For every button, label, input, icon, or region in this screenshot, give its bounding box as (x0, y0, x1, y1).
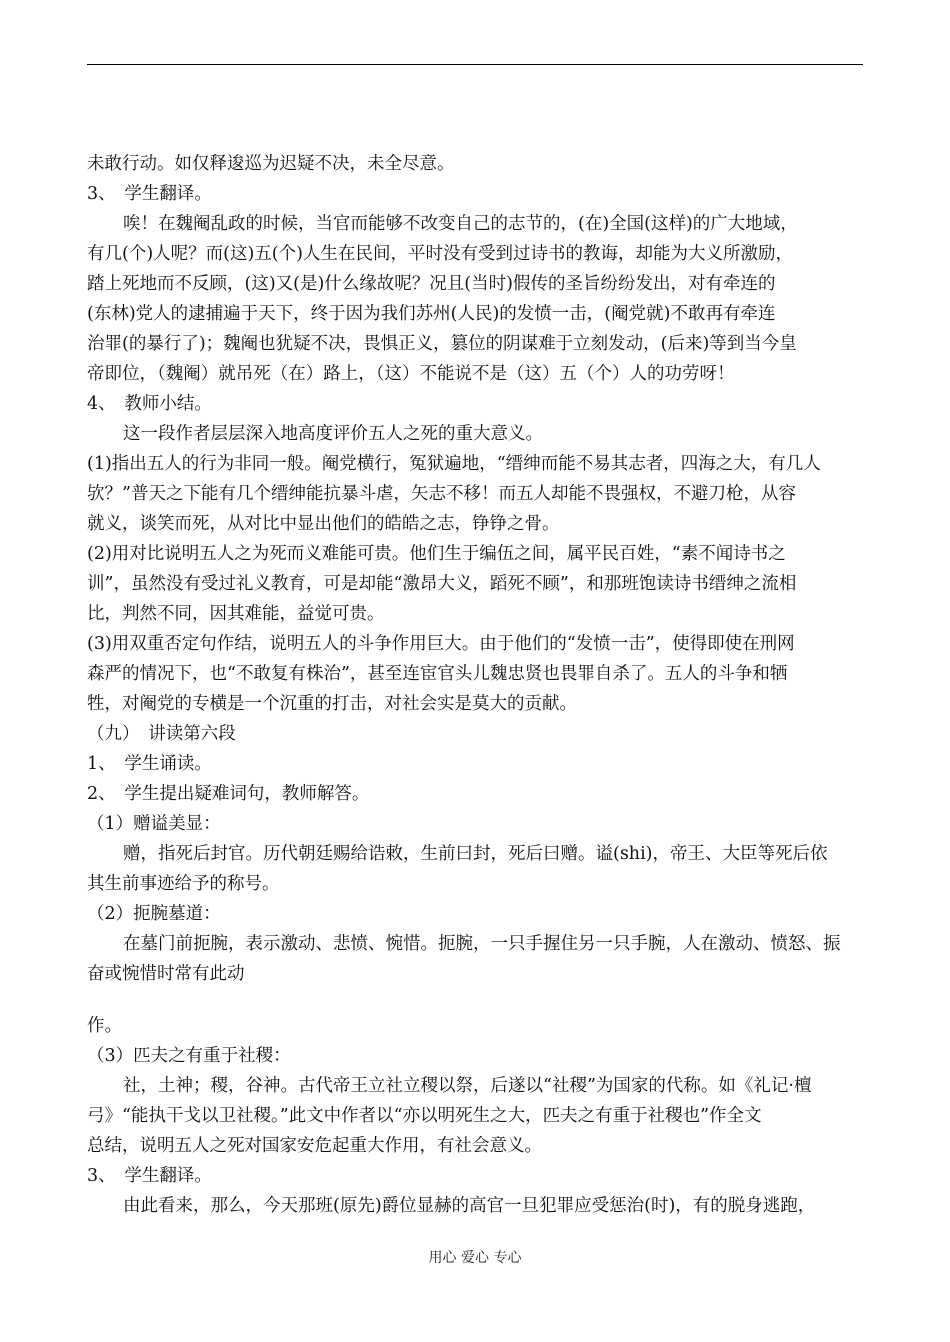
text-line: 森严的情况下，也“不敢复有株治”，甚至连宦官头儿魏忠贤也畏罪自杀了。五人的斗争和牺 (87, 664, 788, 684)
point-3: (3)用双重否定句作结，说明五人的斗争作用巨大。由于他们的“发愤一击”，使得即使在刑网 (87, 634, 795, 654)
text-line: 有几(个)人呢？而(这)五(个)人生在民间，平时没有受到过诗书的教诲，却能为大义所激励， (87, 244, 793, 264)
term-heading: （1）赠谥美显： (87, 814, 221, 834)
list-item-heading: 3、 学生翻译。 (87, 184, 212, 204)
term-explanation: 在墓门前扼腕，表示激动、悲愤、惋惜。扼腕，一只手握住另一只手腕，人在激动、愤怒、振 (123, 934, 841, 954)
list-item-heading: 3、 学生翻译。 (87, 1166, 212, 1186)
text-line: 训”，虽然没有受过礼义教育，可是却能“激昂大义，蹈死不顾”，和那班饱读诗书缙绅之流相 (87, 574, 797, 594)
list-item-heading: 1、 学生诵读。 (87, 754, 212, 774)
text-line: 比，判然不同，因其难能，益觉可贵。 (87, 604, 385, 624)
text-line: 牲，对阉党的专横是一个沉重的打击，对社会实是莫大的贡献。 (87, 694, 577, 714)
document-body (87, 149, 863, 1221)
text-line: (东林)党人的逮捕遍于天下，终于因为我们苏州(人民)的发愤一击，(阉党就)不敢再有牵连 (87, 304, 776, 324)
text-line: 踏上死地而不反顾，(这)又(是)什么缘故呢？况且(当时)假传的圣旨纷纷发出，对有牵连的 (87, 274, 776, 294)
translation-paragraph: 唉！在魏阉乱政的时候，当官而能够不改变自己的志节的，(在)全国(这样)的广大地域， (123, 214, 798, 234)
page-footer: 用心 爱心 专心 (428, 1250, 522, 1266)
text-line: 帝即位，（魏阉）就吊死（在）路上，（这）不能说不是（这）五（个）人的功劳呀！ (87, 364, 735, 384)
text-line: 总结，说明五人之死对国家安危起重大作用，有社会意义。 (87, 1136, 542, 1156)
text-line: 奋或惋惜时常有此动 (87, 964, 245, 984)
header-rule (87, 64, 863, 65)
text-line: 其生前事迹给予的称号。 (87, 874, 280, 894)
point-1: (1)指出五人的行为非同一般。阉党横行，冤狱遍地，“缙绅而能不易其志者，四海之大，有几人 (87, 454, 821, 474)
term-explanation: 赠，指死后封官。历代朝廷赐给诰敕，生前曰封，死后曰赠。谥(shi)，帝王、大臣等死后依 (123, 844, 828, 864)
section-heading: （九） 讲读第六段 (87, 724, 236, 744)
point-2: (2)用对比说明五人之为死而义难能可贵。他们生于编伍之间，属平民百姓，“素不闻诗书之 (87, 544, 786, 564)
text-line: 作。 (87, 1016, 122, 1036)
term-explanation: 社，土神；稷，谷神。古代帝王立社立稷以祭，后遂以“社稷”为国家的代称。如《礼记·檀 (123, 1076, 812, 1096)
text-line: 欤？”普天之下能有几个缙绅能抗暴斗虐，矢志不移！而五人却能不畏强权，不避刀枪，从容 (87, 484, 796, 504)
list-item-heading: 4、 教师小结。 (87, 394, 212, 414)
text-line: 未敢行动。如仅释逡巡为迟疑不决，未全尽意。 (87, 154, 455, 174)
list-item-heading: 2、 学生提出疑难词句，教师解答。 (87, 784, 370, 804)
term-heading: （3）匹夫之有重于社稷： (87, 1046, 291, 1066)
term-heading: （2）扼腕墓道： (87, 904, 221, 924)
summary-paragraph: 这一段作者层层深入地高度评价五人之死的重大意义。 (123, 424, 543, 444)
text-line: 弓》“能执干戈以卫社稷。”此文中作者以“亦以明死生之大，匹夫之有重于社稷也”作全文 (87, 1106, 762, 1126)
text-line: 治罪(的暴行了)；魏阉也犹疑不决，畏惧正义，篡位的阴谋难于立刻发动，(后来)等到当今皇 (87, 334, 797, 354)
spacer (87, 989, 863, 1011)
text-line: 就义，谈笑而死，从对比中显出他们的皓皓之志，铮铮之骨。 (87, 514, 560, 534)
translation-paragraph: 由此看来，那么，今天那班(原先)爵位显赫的高官一旦犯罪应受惩治(时)，有的脱身逃跑， (123, 1196, 816, 1216)
